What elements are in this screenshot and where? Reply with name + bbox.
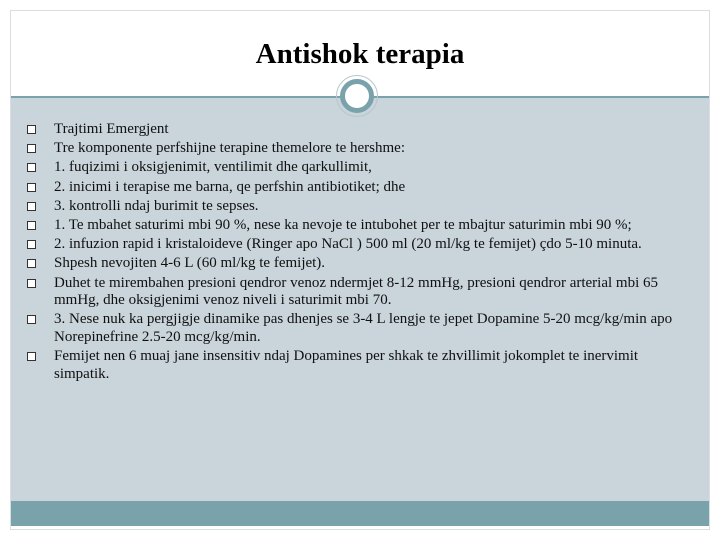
bullet-text: Tre komponente perfshijne terapine themelore te hershme:	[54, 140, 405, 157]
bullet-item	[24, 159, 696, 177]
checkbox-bullet-icon	[27, 163, 36, 172]
bullet-text: 2. inicimi i terapise me barna, qe perfshin antibiotiket; dhe	[54, 178, 406, 195]
checkbox-bullet-icon	[27, 202, 36, 211]
slide-title: Antishok terapia	[255, 38, 465, 70]
bullet-item	[24, 236, 696, 254]
checkbox-bullet-icon	[27, 315, 36, 324]
bullet-text: 3. Nese nuk ka pergjigje dinamike pas dhenjes se 3-4 L lengje te jepet Dopamine 5-20 mcg/kg/min apo Norepinefrine 2.5-20 mcg/kg/min.	[54, 311, 673, 345]
bullet-text: 2. infuzion rapid i kristaloideve (Ringer apo NaCl ) 500 ml (20 ml/kg te femijet) çdo 5-10 minuta.	[54, 236, 642, 253]
bullet-item	[24, 140, 696, 158]
bullet-text: 3. kontrolli ndaj burimit te sepses.	[54, 197, 259, 214]
checkbox-bullet-icon	[27, 125, 36, 134]
bullet-list	[24, 121, 696, 385]
footer-bar	[11, 501, 709, 526]
bullet-item	[24, 217, 696, 235]
bullet-item	[24, 348, 696, 383]
bullet-text: 1. fuqizimi i oksigjenimit, ventilimit dhe qarkullimit,	[54, 159, 372, 176]
checkbox-bullet-icon	[27, 221, 36, 230]
bullet-item	[24, 311, 696, 346]
checkbox-bullet-icon	[27, 183, 36, 192]
bullet-item	[24, 179, 696, 197]
bullet-item	[24, 121, 696, 139]
bullet-item	[24, 255, 696, 273]
bullet-item	[24, 275, 696, 310]
bullet-text: Duhet te mirembahen presioni qendror venoz ndermjet 8-12 mmHg, presioni qendror arterial mbi 65 mmHg, dhe oksigjenimi venoz niveli i saturimit mbi 70.	[54, 274, 658, 309]
checkbox-bullet-icon	[27, 240, 36, 249]
bullet-text: Femijet nen 6 muaj jane insensitiv ndaj Dopamines per shkak te zhvillimit jokomplet te inervimit simpatik.	[54, 348, 639, 382]
bullet-text: Trajtimi Emergjent	[54, 121, 169, 137]
checkbox-bullet-icon	[27, 279, 36, 288]
bullet-text: Shpesh nevojiten 4-6 L (60 ml/kg te femijet).	[54, 255, 326, 272]
circle-ornament-icon	[340, 79, 374, 113]
bullet-text: 1. Te mbahet saturimi mbi 90 %, nese ka nevoje te intubohet per te mbajtur saturimin mbi 90 %;	[54, 216, 632, 233]
checkbox-bullet-icon	[27, 352, 36, 361]
checkbox-bullet-icon	[27, 259, 36, 268]
bullet-item	[24, 198, 696, 216]
checkbox-bullet-icon	[27, 144, 36, 153]
